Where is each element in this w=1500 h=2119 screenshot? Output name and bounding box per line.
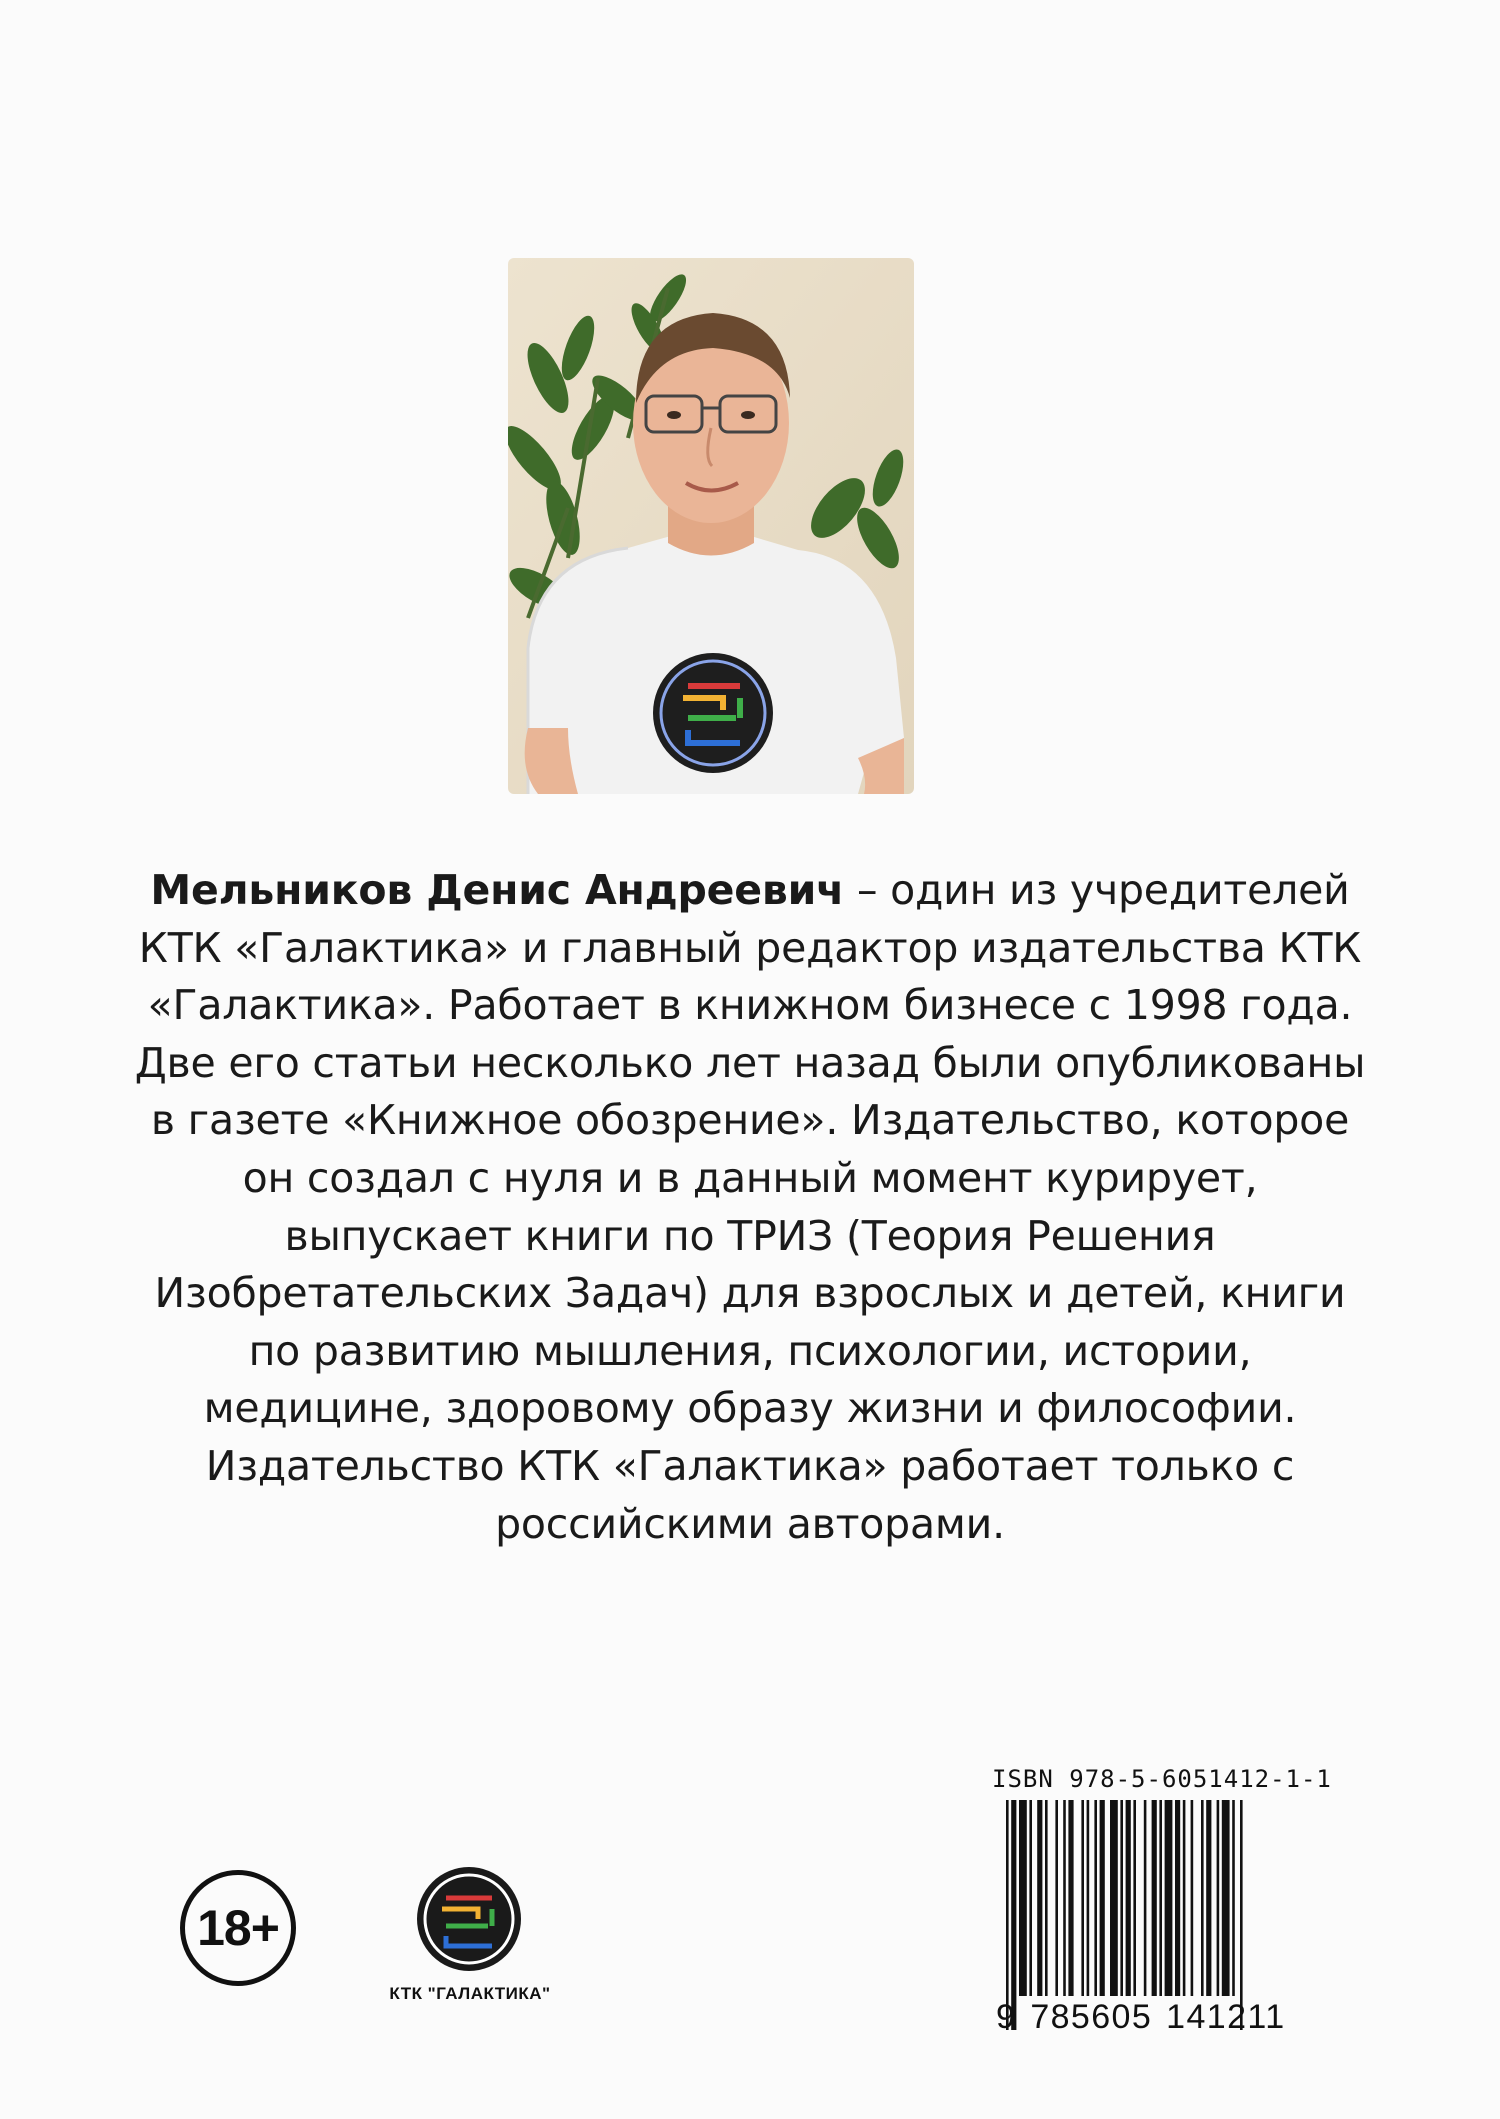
author-photo <box>508 258 914 794</box>
author-bio <box>130 862 1370 1553</box>
barcode-digits <box>996 1998 1326 2037</box>
author-name: Мельников Денис Андреевич <box>150 866 845 914</box>
barcode-first-digit: 9 <box>996 1998 1017 2036</box>
barcode-group-1: 785605 <box>1030 1998 1153 2036</box>
author-bio-text: – один из учредителей КТК «Галактика» и главный редактор издательства КТК «Галактика». Работает в книжном бизнесе с 1998 года. Две его статьи несколько лет назад были опубликованы в газете «Книжное обозрение». Издательство, которое он создал с нуля и в данный момент курирует, выпускает книги по ТРИЗ (Теория Решения Изобретательских Задач) для взрослых и детей, книги по развитию мышления, психологии, истории, медицине, здоровому образу жизни и философии. Издательство КТК «Галактика» работает только с российскими авторами. <box>134 866 1366 1548</box>
publisher-name: КТК "ГАЛАКТИКА" <box>389 1984 551 2003</box>
age-rating-badge: 18+ <box>180 1870 296 1986</box>
barcode-group-2: 141211 <box>1166 1998 1286 2036</box>
isbn-label: ISBN 978-5-6051412-1-1 <box>992 1765 1332 1793</box>
publisher-logo-icon <box>416 1866 522 1972</box>
